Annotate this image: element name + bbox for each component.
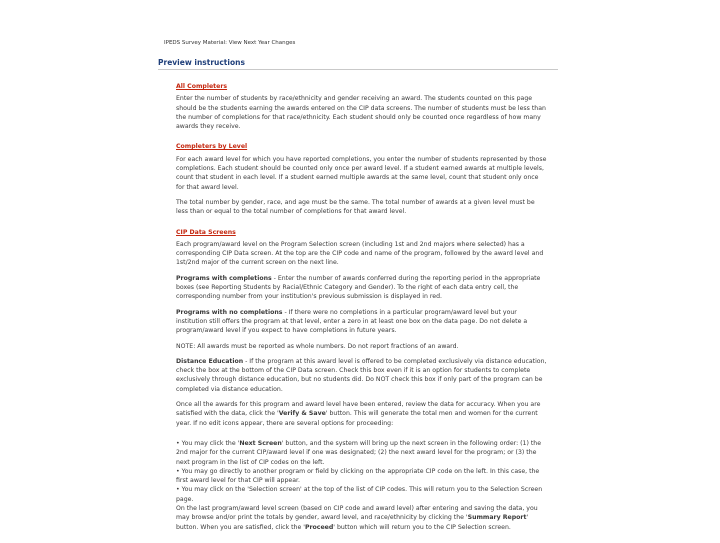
option-1-start: • You may click the ' (176, 439, 240, 447)
option-4-start: On the last program/award level screen (based on CIP code and award level) after entering and saving the data, you may browse and/or print the totals by gender, award level, and race/ethnicity by clicking the ' (176, 504, 538, 522)
distance-education-paragraph (176, 357, 548, 394)
distance-education-label: Distance Education (176, 357, 244, 365)
summary-report-button-name: Summary Report (467, 514, 527, 522)
next-screen-button-name: Next Screen (239, 439, 282, 447)
completers-by-level-heading: Completers by Level (176, 143, 248, 151)
option-4-middle: ' button. When you are satisfied, click the ' (176, 514, 529, 531)
option-direct-program: • You may go directly to another program or field by clicking on the appropriate CIP code on the left. In this case, the first award level for that CIP will appear. (176, 467, 540, 485)
programs-with-completions-paragraph (176, 274, 548, 302)
all-completers-text: Enter the number of students by race/ethnicity and gender receiving an award. The students counted on this page should be the students earning the awards entered on the CIP data screens. The number of students must be less than the number of completions for that race/ethnicity. Each student should only be counted once regardless of how many awards they receive. (176, 95, 546, 131)
programs-no-completions-label: Programs with no completions (176, 308, 283, 316)
programs-with-completions-text: - Enter the number of awards conferred during the reporting period in the appropriate boxes (see Reporting Students by Racial/Ethnic Category and Gender). To the right of each data entry cell, the corresponding number from your institution's previous submission is displayed in red. (176, 274, 541, 301)
proceed-button-name: Proceed (304, 523, 334, 531)
option-selection-screen: • You may click on the 'Selection screen' at the top of the list of CIP codes. This will return you to the Selection Screen page. (176, 486, 543, 503)
cip-data-screens-section (176, 228, 548, 428)
review-text-start: Once all the awards for this program and award level have been entered, review the data for accuracy. When you are satisfied with the data, click the ' (176, 401, 541, 418)
whole-numbers-note: NOTE: All awards must be reported as whole numbers. Do not report fractions of an award. (176, 342, 459, 350)
programs-no-completions-text: - If there were no completions in a particular program/award level but your institution still offers the program at that level, enter a zero in at least one box on the data page. Do not delete a program/award level if you expect to have completions in future years. (176, 308, 528, 335)
programs-with-completions-label: Programs with completions (176, 274, 272, 282)
instructions-body (176, 82, 548, 543)
programs-no-completions-paragraph (176, 308, 548, 336)
verify-save-button-name: Verify & Save (278, 410, 326, 418)
option-summary-report (176, 504, 548, 532)
option-next-screen (176, 439, 548, 467)
all-completers-heading: All Completers (176, 83, 228, 90)
document-header-title: IPEDS Survey Material: View Next Year Changes (164, 40, 296, 46)
cip-intro-text: Each program/award level on the Program Selection screen (including 1st and 2nd majors where selected) has a corresponding CIP Data screen. At the top are the CIP code and name of the program, followed by the award level and 1st/2nd major of the current screen on the next line. (176, 240, 544, 267)
review-text-end: ' button. This will generate the total men and women for the current year. If no edit icons appear, there are several options for proceeding: (176, 410, 538, 427)
option-4-end: ' button which will return you to the CIP Selection screen. (333, 523, 511, 531)
all-completers-section (176, 82, 548, 131)
preview-instructions-heading: Preview instructions (158, 58, 558, 70)
distance-education-text: - If the program at this award level is offered to be completed exclusively via distance education, check the box at the bottom of the CIP Data screen. Check this box even if it is an option for students to complete exclusively through distance education, but no students did. Do NOT check this box if only part of the program can be completed via distance education. (176, 357, 547, 393)
review-data-paragraph (176, 400, 548, 428)
option-1-end: ' button, and the system will bring up the next screen in the following order: (1) the 2nd major for the current CIP/award level if one was designated; (2) the next award level for the program; or (3) the next program in the list of CIP codes on the left. (176, 439, 542, 466)
completers-by-level-text-1: For each award level for which you have reported completions, you enter the number of students represented by those completions. Each student should be counted only once per award level. If a student earned awards at multiple levels, count that student in each level. If a student earned multiple awards at the same level, count that student only once for that award level. (176, 155, 547, 191)
completers-by-level-text-2: The total number by gender, race, and age must be the same. The total number of awards at a given level must be less than or equal to the total number of completions for that award level. (176, 198, 535, 216)
completers-by-level-section (176, 142, 548, 216)
navigation-options-section (176, 439, 548, 532)
cip-data-screens-heading: CIP Data Screens (176, 228, 236, 236)
